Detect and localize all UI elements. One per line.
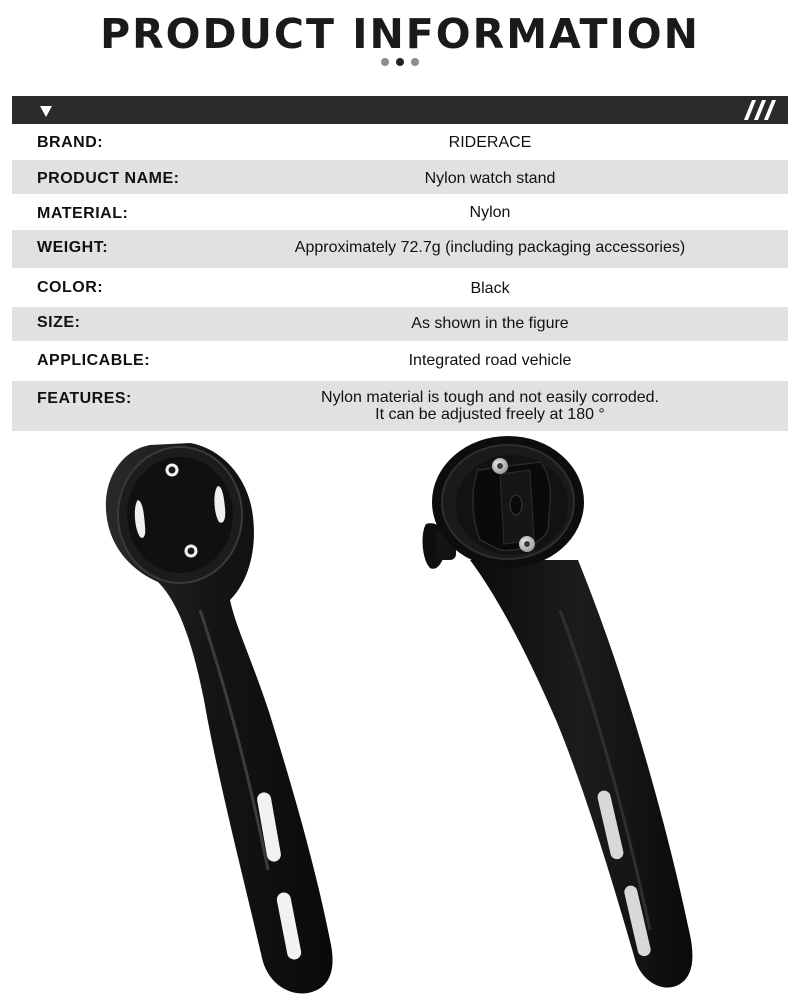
left-mount-back-view <box>106 443 333 993</box>
row-label: SIZE: <box>37 314 81 331</box>
pagination-dot <box>381 58 389 66</box>
row-value: Integrated road vehicle <box>408 352 572 369</box>
row-value: Approximately 72.7g (including packaging accessories) <box>294 239 686 256</box>
row-label: COLOR: <box>37 279 104 296</box>
row-label: FEATURES: <box>37 390 132 407</box>
pagination-dot-active <box>396 58 404 66</box>
table-row-features <box>12 381 788 431</box>
page-title: PRODUCT INFORMATION <box>100 10 700 58</box>
table-header-bar <box>12 96 788 124</box>
row-value: Nylon watch stand <box>424 170 556 187</box>
right-mount-front-view <box>423 436 693 988</box>
table-row-brand <box>12 125 788 159</box>
row-label: WEIGHT: <box>37 239 109 256</box>
product-photo <box>0 432 800 1000</box>
row-value: Black <box>470 280 510 297</box>
row-label: BRAND: <box>37 134 104 151</box>
table-row-material <box>12 195 788 229</box>
table-row-color <box>12 269 788 306</box>
row-value: Nylon material is tough and not easily corroded. <box>321 389 659 406</box>
triangle-down-icon <box>40 106 52 117</box>
table-row-applicable <box>12 342 788 380</box>
row-value: RIDERACE <box>448 134 532 151</box>
row-label: APPLICABLE: <box>37 352 151 369</box>
row-value-line-2: It can be adjusted freely at 180 ° <box>375 406 605 423</box>
triple-slash-icon <box>742 98 778 122</box>
row-label: PRODUCT NAME: <box>37 170 180 187</box>
row-value: Nylon <box>469 204 511 221</box>
row-label: MATERIAL: <box>37 205 129 222</box>
table-row-size <box>12 307 788 341</box>
row-value: As shown in the figure <box>411 315 569 332</box>
table-row-weight <box>12 230 788 268</box>
pagination-dot <box>411 58 419 66</box>
table-row-product-name <box>12 160 788 194</box>
pagination-dots <box>380 58 420 66</box>
